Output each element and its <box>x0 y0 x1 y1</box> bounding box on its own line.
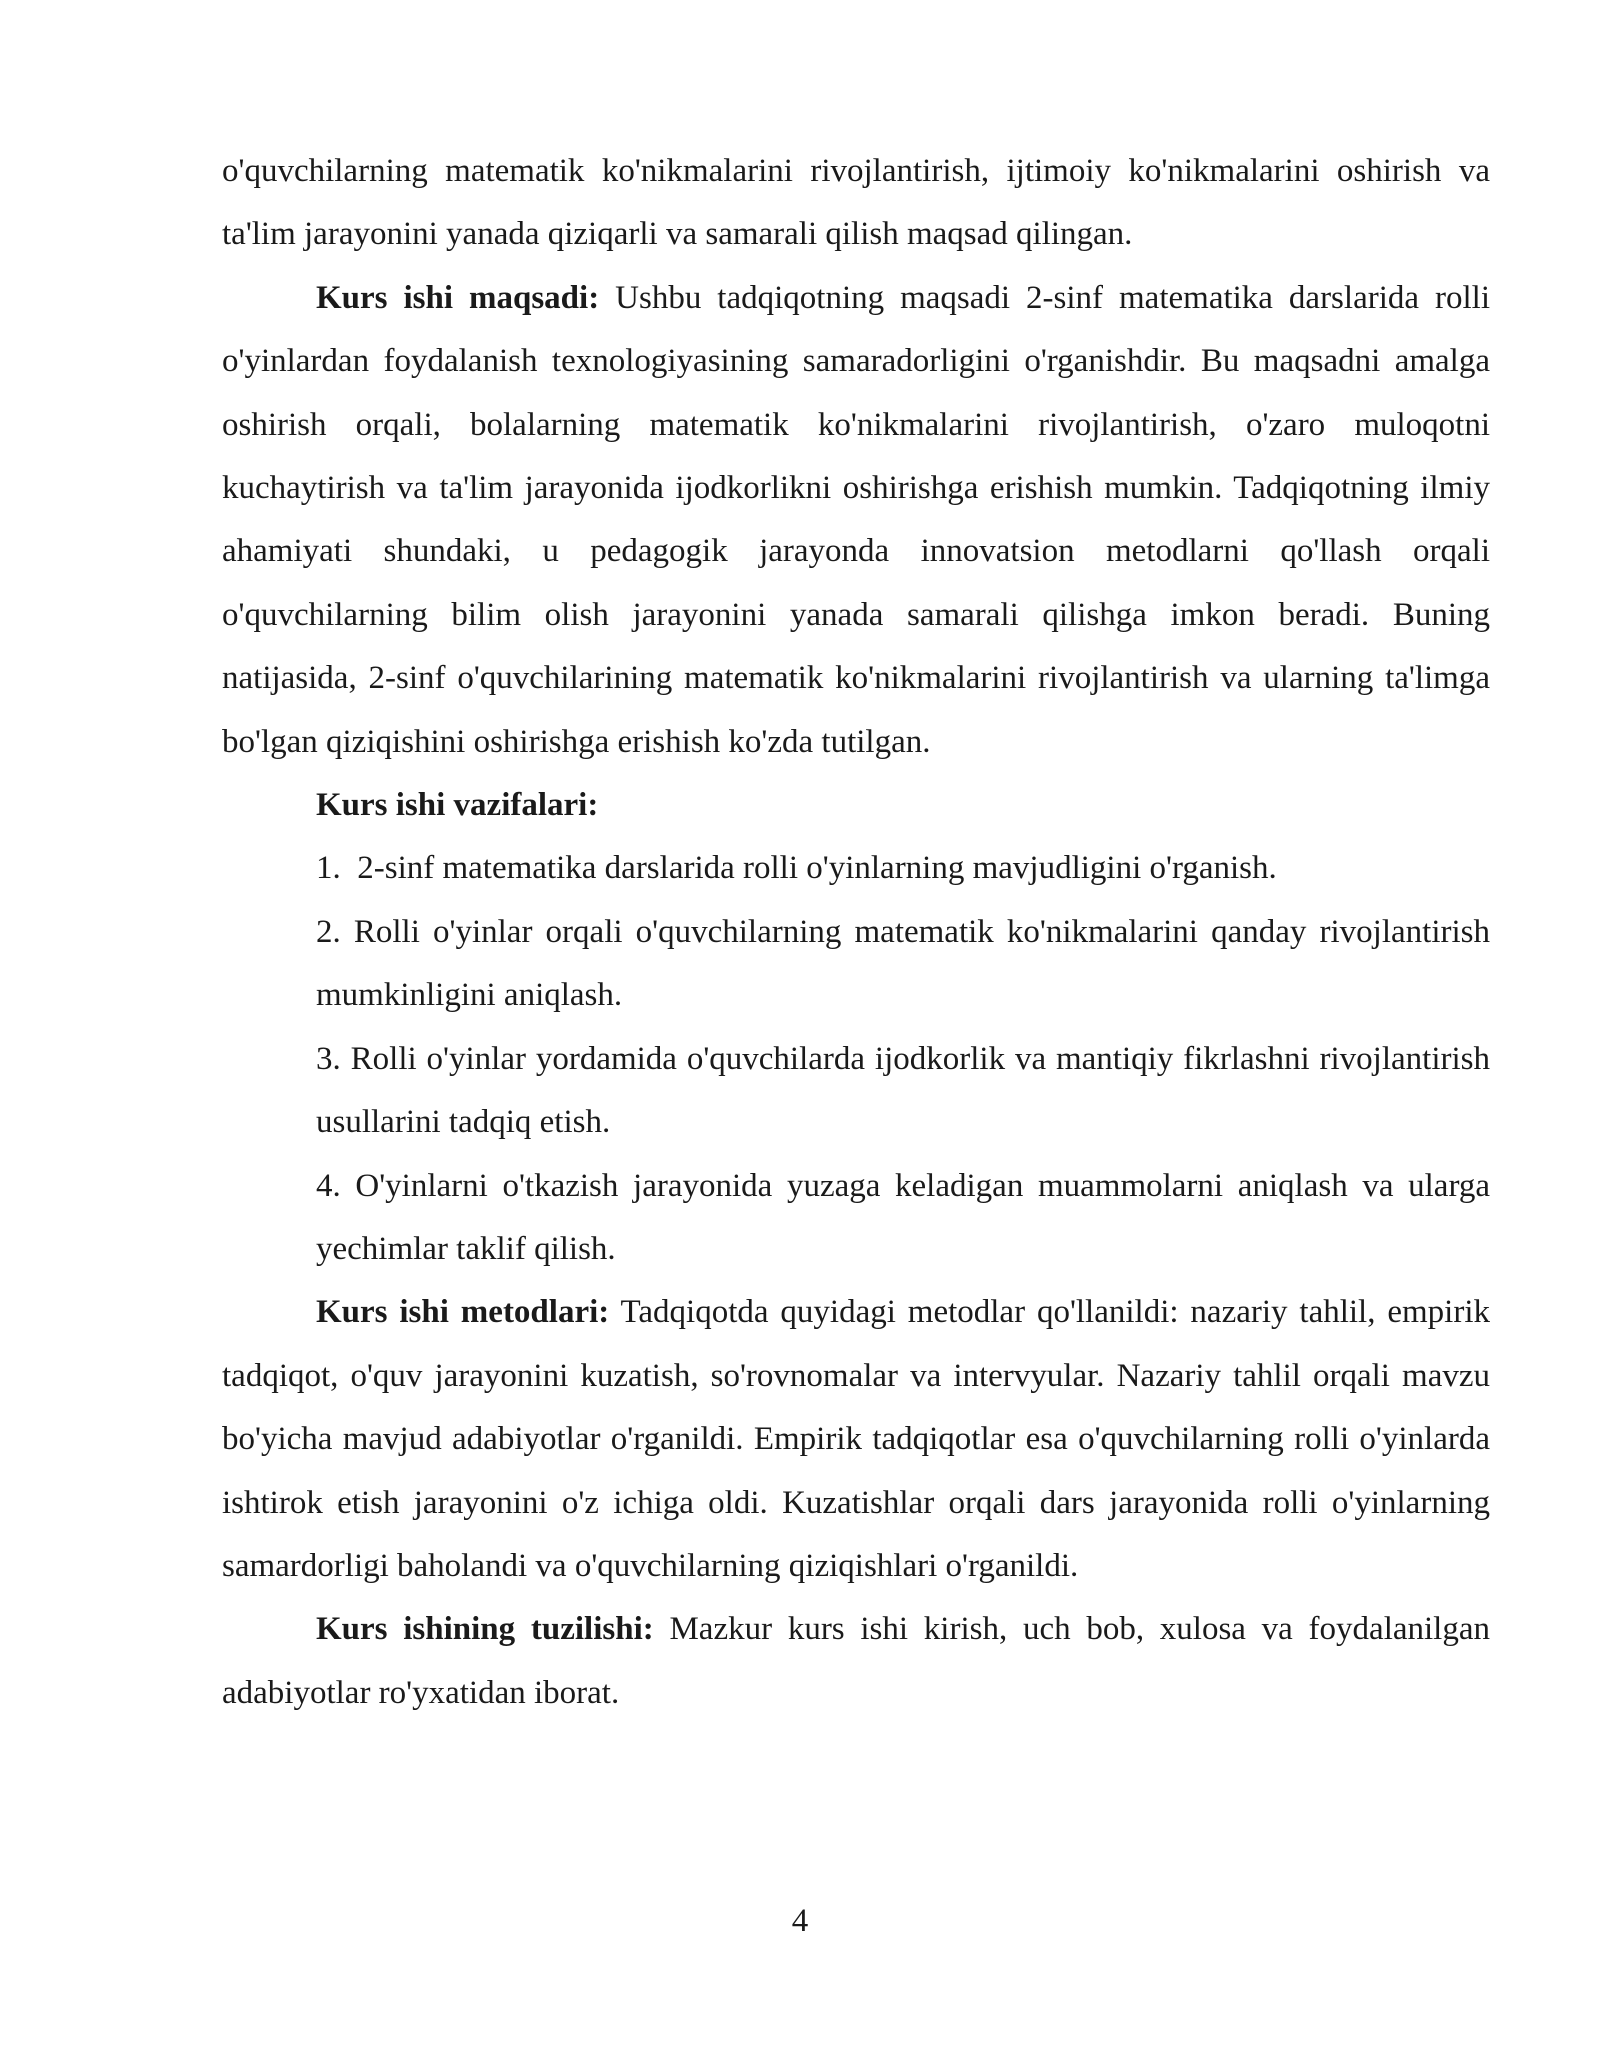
document-page <box>222 140 1490 1725</box>
task-item-1 <box>316 837 1490 900</box>
page-number: 4 <box>791 1903 809 1939</box>
structure-label: Kurs ishining tuzilishi: <box>316 1611 654 1648</box>
goal-label: Kurs ishi maqsadi: <box>316 279 600 316</box>
methods-text: Tadqiqotda quyidagi metodlar qo'llanildi: nazariy tahlil, empirik tadqiqot, o'quv jarayonini kuzatish, so'rovnomalar va intervyular. Nazariy tahlil orqali mavzu bo'yicha mavjud adabiyotlar o'rganildi. Empirik tadqiqotlar esa o'quvchilarning rolli o'yinlarda ishtirok etish jarayonini o'z ichiga oldi. Kuzatishlar orqali dars jarayonida rolli o'yinlarning samardorligi baholandi va o'quvchilarning qiziqishlari o'rganildi. <box>222 1294 1491 1584</box>
tasks-list <box>222 837 1490 1281</box>
task-text: Rolli o'yinlar yordamida o'quvchilarda ijodkorlik va mantiqiy fikrlashni rivojlantirish usullarini tadqiq etish. <box>316 1040 1491 1141</box>
methods-label: Kurs ishi metodlari: <box>316 1294 610 1331</box>
goal-paragraph <box>222 267 1490 774</box>
tasks-heading: Kurs ishi vazifalari: <box>316 787 599 824</box>
task-item-4 <box>316 1155 1490 1282</box>
task-number: 1. <box>316 850 341 887</box>
task-item-2 <box>316 901 1490 1028</box>
task-text: O'yinlarni o'tkazish jarayonida yuzaga keladigan muammolarni aniqlash va ularga yechimlar taklif qilish. <box>316 1167 1490 1267</box>
task-text: Rolli o'yinlar orqali o'quvchilarning matematik ko'nikmalarini qanday rivojlantirish mumkinligini aniqlash. <box>316 913 1490 1014</box>
task-number: 3. <box>316 1040 341 1077</box>
structure-text: Mazkur kurs ishi kirish, uch bob, xulosa va foydalanilgan adabiyotlar ro'yxatidan iborat. <box>222 1611 1490 1711</box>
intro-paragraph <box>222 140 1490 267</box>
task-item-3 <box>316 1028 1490 1155</box>
task-number: 2. <box>316 913 341 950</box>
structure-paragraph <box>222 1598 1490 1725</box>
methods-paragraph <box>222 1281 1490 1598</box>
intro-text: o'quvchilarning matematik ko'nikmalarini rivojlantirish, ijtimoiy ko'nikmalarini oshirish va ta'lim jarayonini yanada qiziqarli va samarali qilish maqsad qilingan. <box>222 153 1490 253</box>
task-number: 4. <box>316 1167 341 1204</box>
goal-text: Ushbu tadqiqotning maqsadi 2-sinf matematika darslarida rolli o'yinlardan foydalanish texnologiyasining samaradorligini o'rganishdir. Bu maqsadni amalga oshirish orqali, bolalarning matematik ko'nikmalarini rivojlantirish, o'zaro muloqotni kuchaytirish va ta'lim jarayonida ijodkorlikni oshirishga erishish mumkin. Tadqiqotning ilmiy ahamiyati shundaki, u pedagogik jarayonda innovatsion metodlarni qo'llash orqali o'quvchilarning bilim olish jarayonini yanada samarali qilishga imkon beradi. Buning natijasida, 2-sinf o'quvchilarining matematik ko'nikmalarini rivojlantirish va ularning ta'limga bo'lgan qiziqishini oshirishga erishish ko'zda tutilgan. <box>222 279 1490 760</box>
task-text: 2-sinf matematika darslarida rolli o'yinlarning mavjudligini o'rganish. <box>357 850 1277 887</box>
